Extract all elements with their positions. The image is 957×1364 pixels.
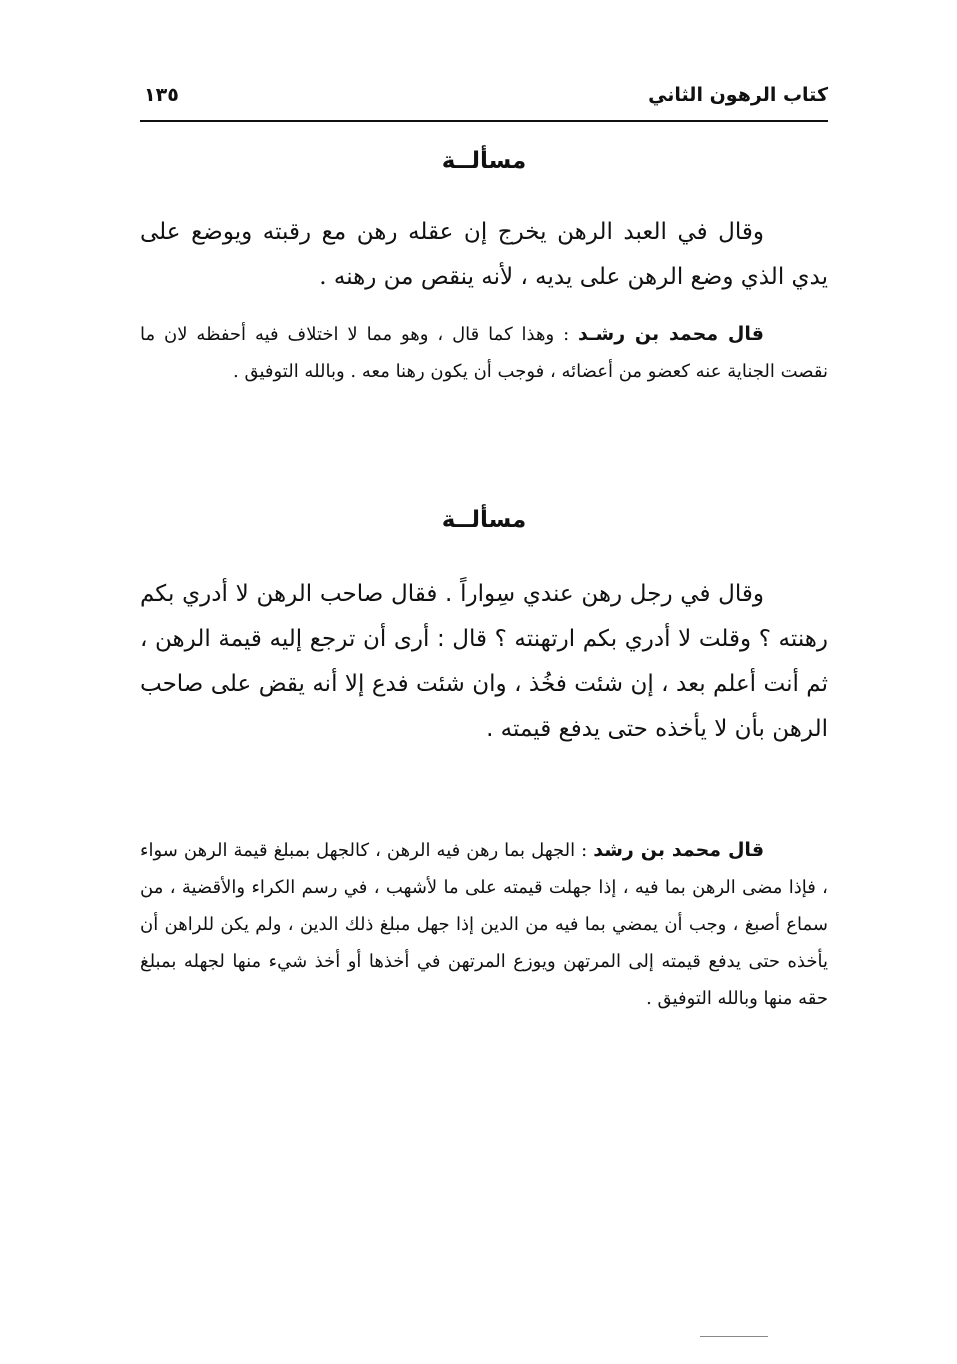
colon-separator: :: [575, 840, 594, 861]
section-2-paragraph: وقال في رجل رهن عندي سِواراً . فقال صاحب الرهن لا أدري بكم رهنته ؟ وقلت لا أدري بكم ارتهنته ؟ قال : أرى أن ترجع إليه قيمة الرهن ، ثم أنت أعلم بعد ، إن شئت فخُذ ، وان شئت فدع إلا أنه يقض على صاحب الرهن بأن لا يأخذه حتى يدفع قيمته .: [140, 581, 828, 742]
section-heading-2: مسألــة: [441, 507, 527, 533]
commentary-text-2: الجهل بما رهن فيه الرهن ، كالجهل بمبلغ قيمة الرهن سواء ، فإذا مضى الرهن بما فيه ، إذا جهلت قيمته على ما لأشهب ، في رسم الكراء والأقضية ، من سماع أصبغ ، وجب أن يمضي بما فيه من الدين إذا جهل مبلغ ذلك الدين ، ولم يكن للراهن أن يأخذه حتى يدفع قيمته إلى المرتهن ويوزع المرتهن في أخذها أو أخذ شيء منها لجهله بمبلغ حقه منها وبالله التوفيق .: [140, 840, 828, 1009]
commentary-text-1: وهذا كما قال ، وهو مما لا اختلاف فيه أحفظه لان ما نقصت الجناية عنه كعضو من أعضائه ، فوجب أن يكون رهنا معه . وبالله التوفيق .: [140, 324, 828, 382]
section-2-commentary: [140, 832, 828, 1017]
footer-rule: [700, 1336, 768, 1337]
commentary-lead-1: قال محمد بن رشـد: [578, 323, 764, 345]
header-title: كتاب الرهون الثاني: [648, 84, 828, 106]
page-number: ١٣٥: [144, 84, 179, 106]
section-1-commentary: [140, 316, 828, 390]
running-header: [140, 80, 828, 122]
colon-separator: :: [554, 324, 579, 345]
section-heading-1: مسألــة: [441, 148, 527, 174]
commentary-lead-2: قال محمد بن رشد: [593, 839, 765, 861]
section-1-paragraph: وقال في العبد الرهن يخرج إن عقله رهن مع رقبته ويوضع على يدي الذي وضع الرهن على يديه ، لأنه ينقص من رهنه .: [140, 219, 828, 290]
